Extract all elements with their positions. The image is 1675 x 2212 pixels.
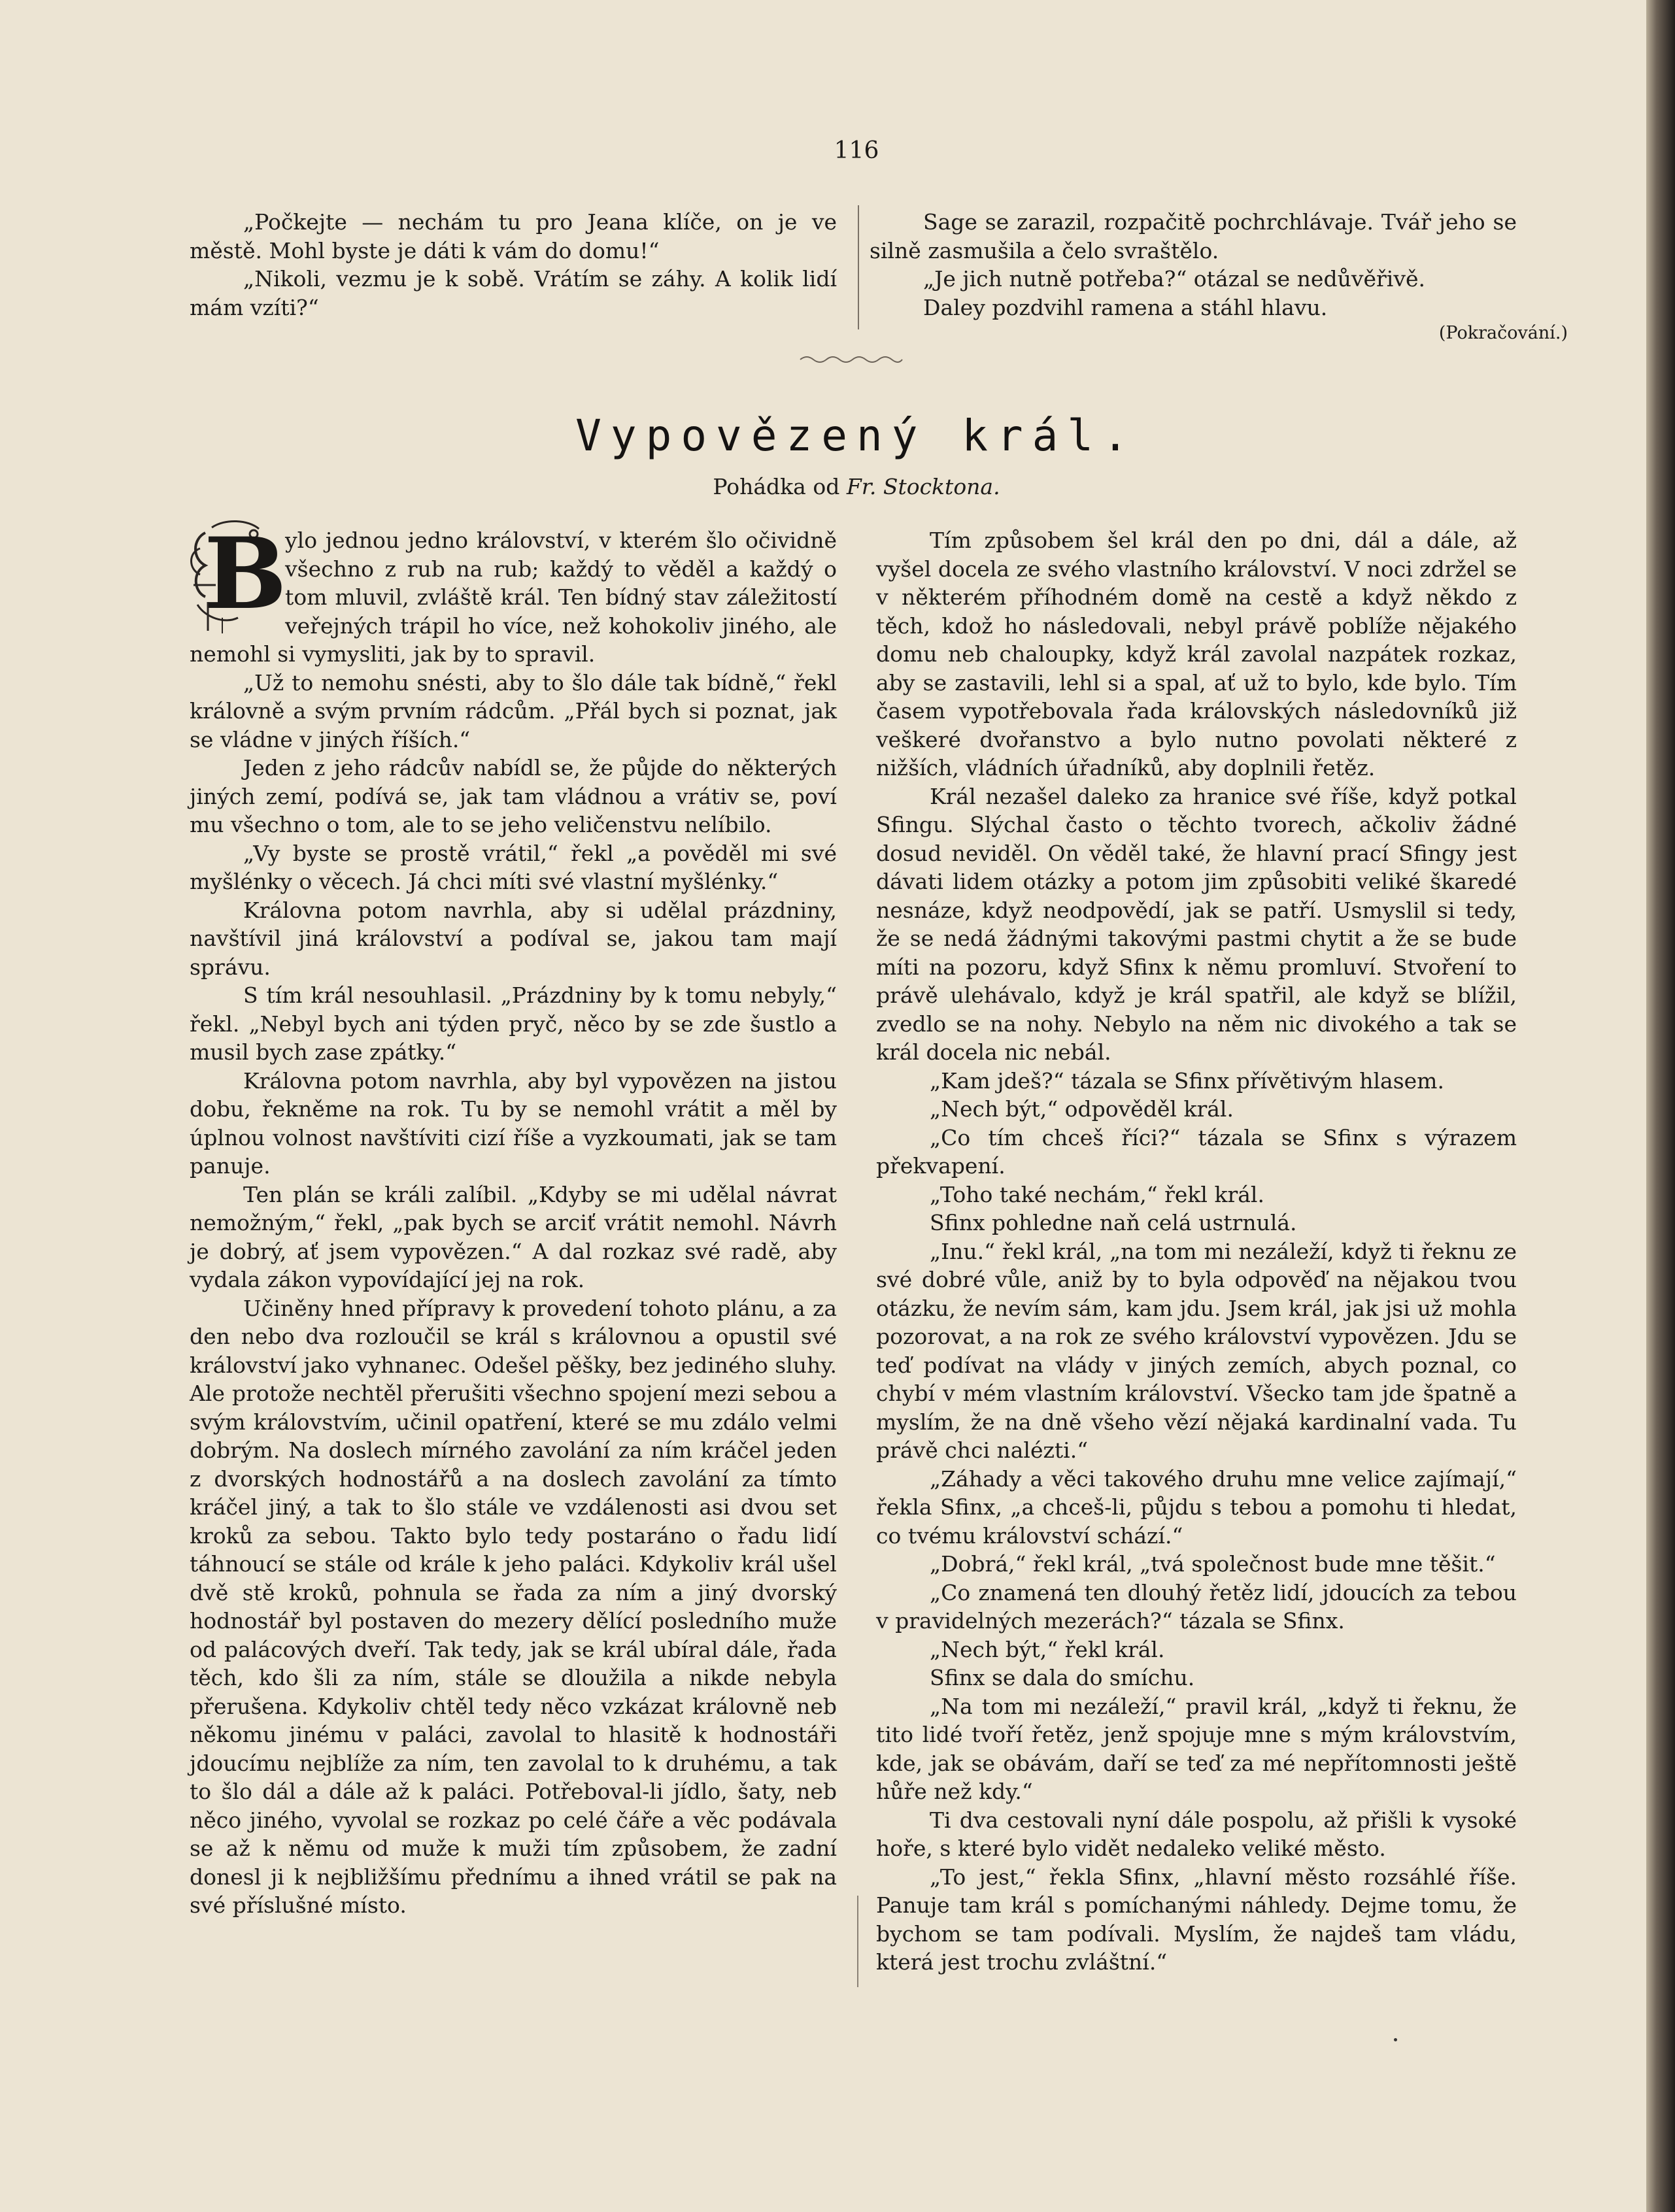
- paragraph: Královna potom navrhla, aby byl vypovězen na jistou dobu, řekněme na rok. Tu by se nemohl vrátit a měl by úplnou volnost navštíviti cizí říše a vyzkoumati, jak se tam panuje.: [190, 1067, 837, 1179]
- paragraph: „Na tom mi nezáleží,“ pravil král, „když ti řeknu, že tito lidé tvoří řetěz, jenž spojuje mne s mým královstvím, kde, jak se obávám, daří se teď za mé nepřítomnosti ještě hůře než kdy.“: [876, 1693, 1517, 1804]
- article-subtitle: [588, 474, 1125, 499]
- paragraph: „Toho také nechám,“ řekl král.: [930, 1181, 1264, 1207]
- paragraph: Ti dva cestovali nyní dále pospolu, až přišli k vysoké hoře, s které bylo vidět nedaleko veliké město.: [876, 1807, 1517, 1861]
- dropcap-letter: B: [204, 516, 287, 631]
- subtitle-author: Fr. Stocktona.: [846, 474, 1000, 499]
- paragraph: „Inu.“ řekl král, „na tom mi nezáleží, když ti řeknu ze své dobré vůle, aniž by to byla odpověď na nějakou tvou otázku, že nevím sám, kam jdu. Jsem král, jak jsi už mohla pozorovat, a na rok ze svého království vypovězen. Jdu se teď podívat na vlády v jiných zemích, abych poznal, co chybí v mém vlastním království. Všecko tam jde špatně a myslím, že na dně všeho vězí nějaká kardinalní vada. Tu právě chci nalézti.“: [876, 1238, 1517, 1463]
- book-binding-edge: [1646, 0, 1675, 2212]
- paragraph: S tím král nesouhlasil. „Prázdniny by k tomu nebyly,“ řekl. „Nebyl bych ani týden pryč, něco by se zde šustlo a musil bych zase zpátky.“: [190, 982, 837, 1065]
- paragraph: Sage se zarazil, rozpačitě pochrchlávaje. Tvář jeho se silně zasmušila a čelo svraštělo.: [870, 209, 1517, 263]
- main-right-column: [876, 526, 1517, 1977]
- column-divider: [858, 205, 859, 329]
- column-divider: [857, 1896, 858, 1987]
- paragraph: „Co tím chceš říci?“ tázala se Sfinx s výrazem překvapení.: [876, 1124, 1517, 1179]
- paragraph: „Nech být,“ řekl král.: [930, 1636, 1165, 1662]
- paragraph: „Co znamená ten dlouhý řetěz lidí, jdoucích za tebou v pravidelných mezerách?“ tázala se Sfinx.: [876, 1579, 1517, 1634]
- paragraph: Sfinx se dala do smíchu.: [930, 1665, 1195, 1690]
- top-left-column: [190, 208, 837, 322]
- paragraph: Ten plán se králi zalíbil. „Kdyby se mi udělal návrat nemožným,“ řekl, „pak bych se arciť vrátit nemohl. Návrh je dobrý, ať jsem vypovězen.“ A dal rozkaz své radě, aby vydala zákon vypovídající jej na rok.: [190, 1181, 837, 1292]
- paragraph: „Záhady a věci takového druhu mne velice zajímají,“ řekla Sfinx, „a chceš-li, půjdu s tebou a pomohu ti hledat, co tvému království schází.“: [876, 1466, 1517, 1549]
- paragraph: „To jest,“ řekla Sfinx, „hlavní město rozsáhlé říše. Panuje tam král s pomíchanými náhledy. Dejme tomu, že bychom se tam podívali. Myslím, že najdeš tam vládu, která jest trochu zvláštní.“: [876, 1864, 1517, 1975]
- paragraph: „Je jich nutně potřeba?“ otázal se nedůvěřivě.: [923, 266, 1425, 292]
- paragraph: Sfinx pohledne naň celá ustrnulá.: [930, 1210, 1297, 1235]
- first-paragraph: [190, 516, 837, 669]
- paragraph: „Nikoli, vezmu je k sobě. Vrátím se záhy. A kolik lidí mám vzíti?“: [190, 266, 837, 320]
- paragraph: „Vy byste se prostě vrátil,“ řekl „a pověděl mi své myšlénky o věcech. Já chci míti své vlastní myšlénky.“: [190, 840, 837, 894]
- ink-speck: [1394, 2038, 1397, 2041]
- decorated-initial: [186, 516, 287, 635]
- continuation-note: (Pokračování.): [1438, 323, 1568, 343]
- paragraph: Královna potom navrhla, aby si udělal prázdniny, navštívil jiná království a podíval se, jakou tam mají správu.: [190, 897, 837, 980]
- subtitle-prefix: Pohádka od: [713, 474, 847, 499]
- page-number: 116: [834, 137, 879, 164]
- paragraph: Jeden z jeho rádcův nabídl se, že půjde do některých jiných zemí, podívá se, jak tam vládnou a vrátiv se, poví mu všechno o tom, ale to se jeho veličenstvu nelíbilo.: [190, 755, 837, 837]
- paragraph: „Nech být,“ odpověděl král.: [930, 1096, 1234, 1122]
- paragraph: „Kam jdeš?“ tázala se Sfinx přívětivým hlasem.: [930, 1067, 1444, 1094]
- paragraph: „Dobrá,“ řekl král, „tvá společnost bude mne těšit.“: [930, 1551, 1496, 1577]
- main-left-column: [190, 516, 837, 1920]
- paragraph: „Už to nemohu snésti, aby to šlo dále tak bídně,“ řekl královně a svým prvním rádcům. „Přál bych si poznat, jak se vládne v jiných říších.“: [190, 669, 837, 752]
- paragraph: „Počkejte — nechám tu pro Jeana klíče, on je ve městě. Mohl byste je dáti k vám do domu!“: [190, 209, 837, 263]
- wave-ornament: [799, 353, 904, 366]
- first-paragraph-text: ylo jednou jedno království, v kterém šlo očividně všechno z rub na rub; každý to věděl a každý o tom mluvil, zvláště král. Ten bídný stav záležitostí veřejných trápil ho více, než kohokoliv jiného, ale nemohl si vymysliti, jak by to spravil.: [190, 528, 837, 667]
- paragraph: Král nezašel daleko za hranice své říše, když potkal Sfingu. Slýchal často o těchto tvorech, ačkoliv žádné dosud neviděl. On věděl také, že hlavní prací Sfingy jest dávati lidem otázky a potom jim způsobiti veliké škaredé nesnáze, když neodpovědí, jak se patří. Usmyslil si tedy, že se nedá žádnými takovými pastmi chytit a že se bude míti na pozoru, když Sfinx k němu promluví. Stvoření to právě ulehávalo, když je král spatřil, ale když se blížil, zvedlo se na nohy. Nebylo na něm nic divokého a tak se král docela nic nebál.: [876, 783, 1517, 1065]
- article-title: Vypovězený král.: [575, 411, 1138, 461]
- paragraph: Daley pozdvihl ramena a stáhl hlavu.: [923, 294, 1328, 320]
- top-right-column: [870, 208, 1517, 322]
- paragraph: Učiněny hned přípravy k provedení tohoto plánu, a za den nebo dva rozloučil se král s královnou a opustil své království jako vyhnanec. Odešel pěšky, bez jediného sluhy. Ale protože nechtěl přerušiti všechno spojení mezi sebou a svým královstvím, učinil opatření, které se mu zdálo velmi dobrým. Na doslech mírného zavolání za ním kráčel jeden z dvorských hodnostářů a na doslech zavolání za tímto kráčel jiný, a tak to šlo stále ve vzdálenosti asi dvou set kroků za sebou. Takto bylo tedy postaráno o řadu lidí táhnoucí se stále od krále k jeho paláci. Kdykoliv král ušel dvě stě kroků, pohnula se řada za ním a jiný dvorský hodnostář byl postaven do mezery dělící posledního muže od palácových dveří. Tak tedy, jak se král ubíral dále, řada těch, kdo šli za ním, stále se dloužila a nikde nebyla přerušena. Kdykoliv chtěl tedy něco vzkázat královně neb někomu jinému v paláci, zavolal to hlasitě k hodnostáři jdoucímu nejblíže za ním, ten zavolal to k druhému, a tak to šlo dál a dále až k paláci. Potřeboval-li jídlo, šaty, neb něco jiného, vyvolal se rozkaz po celé čáře a věc podávala se až k němu od muže k muži tím způsobem, že zadní donesl ji k nejbližšímu přednímu a ihned vrátil se pak na své příslušné místo.: [190, 1295, 837, 1918]
- paragraph: Tím způsobem šel král den po dni, dál a dále, až vyšel docela ze svého vlastního království. V noci zdržel se v některém příhodném domě na cestě a když někdo z těch, kdož ho následovali, nebyl právě poblíže nějakého domu neb chaloupky, když král zavolal nazpátek rozkaz, aby se zastavili, lehl si a spal, ať už to bylo, kde bylo. Tím časem vypotřebovala řada královských následovníků již veškeré dvořanstvo a bylo nutno povolati některé z nižších, vládních úřadníků, aby doplnili řetěz.: [876, 528, 1517, 780]
